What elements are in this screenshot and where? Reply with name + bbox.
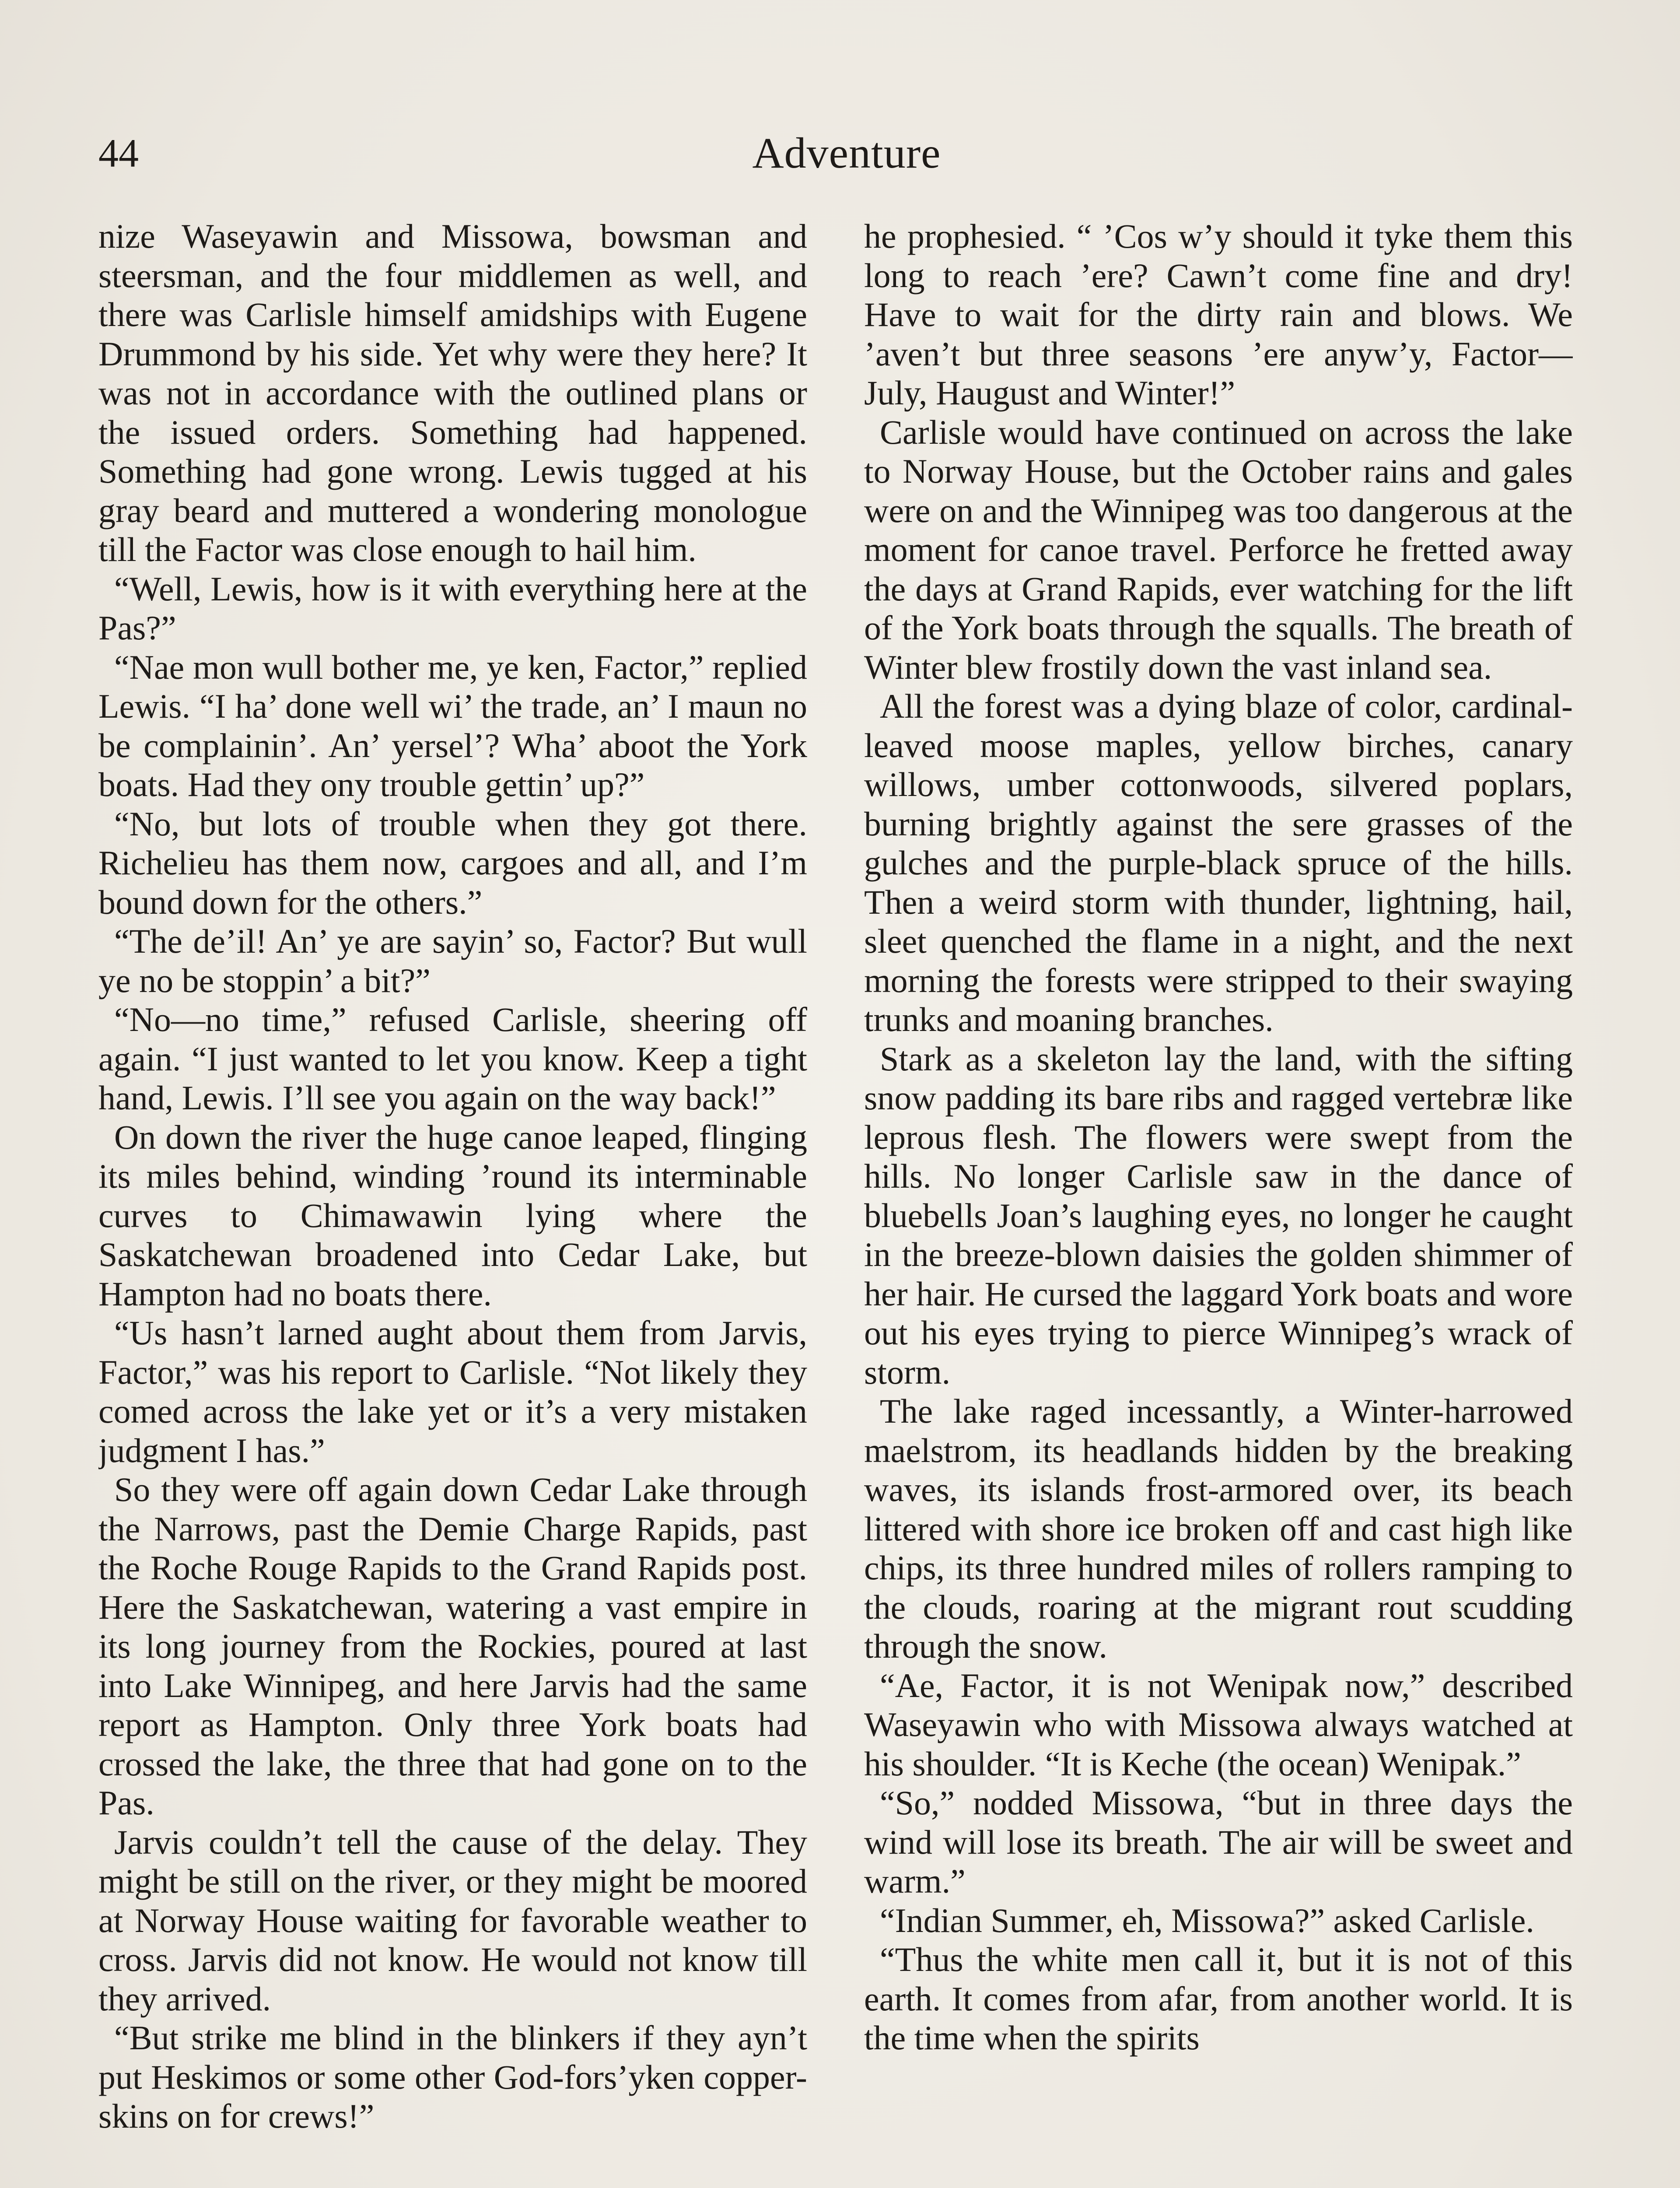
page-number: 44	[98, 131, 139, 175]
paragraph: Stark as a skeleton lay the land, with the sifting snow padding its bare ribs and ragged vertebræ like leprous flesh. The flowers were swept from the hills. No longer Carlisle saw in the dance of bluebells Joan’s laughing eyes, no longer he caught in the breeze-blown daisies the golden shimmer of her hair. He cursed the laggard York boats and wore out his eyes trying to pierce Winnipeg’s wrack of storm.	[864, 1039, 1573, 1391]
paragraph: “So,” nodded Missowa, “but in three days the wind will lose its breath. The air will be sweet and warm.”	[864, 1784, 1573, 1900]
running-title: Adventure	[752, 129, 941, 177]
paragraph: “Us hasn’t larned aught about them from Jarvis, Factor,” was his report to Carlisle. “Not likely they comed across the lake yet or it’s a very mistaken judgment I has.”	[98, 1314, 807, 1469]
paragraph: So they were off again down Cedar Lake through the Narrows, past the Demie Charge Rapids, past the Roche Rouge Rapids to the Grand Rapids post. Here the Saskatchewan, watering a vast empire in its long journey from the Rockies, poured at last into Lake Winnipeg, and here Jarvis had the same report as Hampton. Only three York boats had crossed the lake, the three that had gone on to the Pas.	[98, 1470, 807, 1822]
paragraph: “The de’il! An’ ye are sayin’ so, Factor? But wull ye no be stoppin’ a bit?”	[98, 922, 807, 999]
paragraph: “No—no time,” refused Carlisle, sheering off again. “I just wanted to let you know. Keep a tight hand, Lewis. I’ll see you again on the way back!”	[98, 1000, 807, 1117]
paragraph: “Thus the white men call it, but it is not of this earth. It comes from afar, from another world. It is the time when the spirits	[864, 1940, 1573, 2057]
paragraph: All the forest was a dying blaze of color, cardinal-leaved moose maples, yellow birches, canary willows, umber cottonwoods, silvered poplars, burning brightly against the sere grasses of the gulches and the purple-black spruce of the hills. Then a weird storm with thunder, lightning, hail, sleet quenched the flame in a night, and the next morning the forests were stripped to their swaying trunks and moaning branches.	[864, 687, 1573, 1038]
left-column	[98, 217, 807, 2188]
paragraph: “Ae, Factor, it is not Wenipak now,” described Waseyawin who with Missowa always watched at his shoulder. “It is Keche (the ocean) Wenipak.”	[864, 1666, 1573, 1783]
paragraph: Carlisle would have continued on across the lake to Norway House, but the October rains and gales were on and the Winnipeg was too dangerous at the moment for canoe travel. Perforce he fretted away the days at Grand Rapids, ever watching for the lift of the York boats through the squalls. The breath of Winter blew frostily down the vast inland sea.	[864, 413, 1573, 686]
paragraph: The lake raged incessantly, a Winter-harrowed maelstrom, its headlands hidden by the breaking waves, its islands frost-armored over, its beach littered with shore ice broken off and cast high like chips, its three hundred miles of rollers ramping to the clouds, roaring at the migrant rout scudding through the snow.	[864, 1392, 1573, 1665]
paragraph: “Nae mon wull bother me, ye ken, Factor,” replied Lewis. “I ha’ done well wi’ the trade, an’ I maun no be complainin’. An’ yersel’? Wha’ aboot the York boats. Had they ony trouble gettin’ up?”	[98, 648, 807, 803]
right-column	[864, 217, 1573, 2188]
paragraph: Jarvis couldn’t tell the cause of the delay. They might be still on the river, or they might be moored at Norway House waiting for favorable weather to cross. Jarvis did not know. He would not know till they arrived.	[98, 1823, 807, 2018]
paragraph: “No, but lots of trouble when they got there. Richelieu has them now, cargoes and all, and I’m bound down for the others.”	[98, 804, 807, 921]
page-header	[98, 123, 1595, 184]
paragraph: “But strike me blind in the blinkers if they ayn’t put Heskimos or some other God-fors’yken copper-skins on for crews!”	[98, 2019, 807, 2135]
paragraph: nize Waseyawin and Missowa, bowsman and steersman, and the four middlemen as well, and there was Carlisle himself amidships with Eugene Drummond by his side. Yet why were they here? It was not in accordance with the outlined plans or the issued orders. Something had happened. Something had gone wrong. Lewis tugged at his gray beard and muttered a wondering monologue till the Factor was close enough to hail him.	[98, 217, 807, 568]
paragraph: On down the river the huge canoe leaped, flinging its miles behind, winding ’round its interminable curves to Chimawawin lying where the Saskatchewan broadened into Cedar Lake, but Hampton had no boats there.	[98, 1118, 807, 1313]
paragraph: he prophesied. “ ’Cos w’y should it tyke them this long to reach ’ere? Cawn’t come fine and dry! Have to wait for the dirty rain and blows. We ’aven’t but three seasons ’ere anyw’y, Factor—July, Haugust and Winter!”	[864, 217, 1573, 412]
paragraph: “Well, Lewis, how is it with everything here at the Pas?”	[98, 569, 807, 647]
paragraph: “Indian Summer, eh, Missowa?” asked Carlisle.	[880, 1901, 1534, 1939]
